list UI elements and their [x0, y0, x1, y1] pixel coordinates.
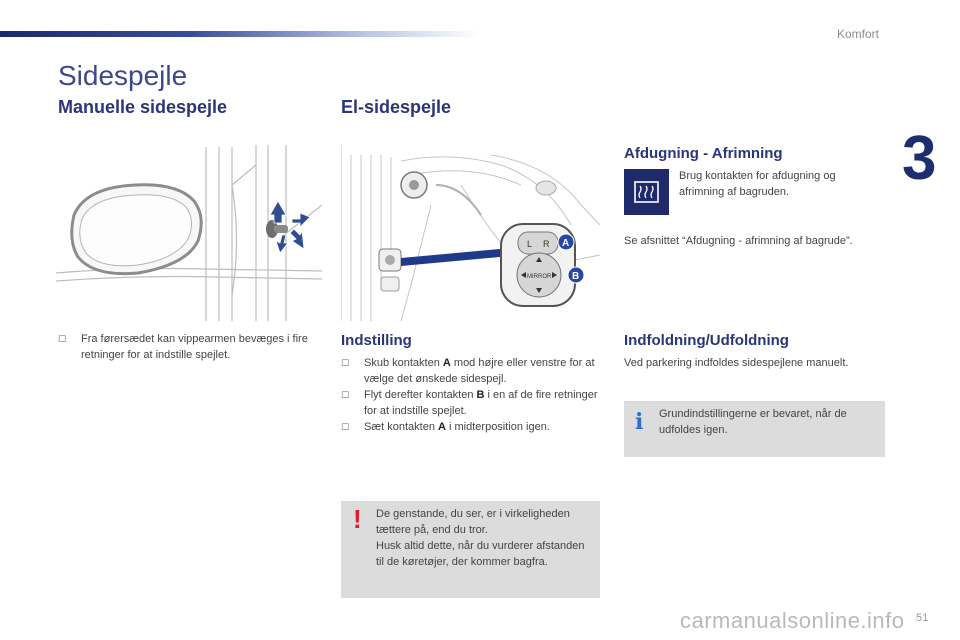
- mirror-control-illustration: [341, 145, 600, 321]
- list-item: ☐ Sæt kontakten A i midterposition igen.: [341, 421, 550, 433]
- watermark: carmanualsonline.info: [680, 608, 905, 633]
- info-note: [624, 401, 885, 457]
- warning-note: [341, 501, 600, 598]
- page-number: 51: [916, 612, 929, 624]
- rear-defrost-icon: [624, 169, 669, 215]
- callout-b: B: [572, 271, 580, 282]
- defrost-heading: Afdugning - Afrimning: [624, 145, 783, 162]
- switch-left-label: L: [527, 239, 533, 249]
- chapter-number: 3: [902, 124, 937, 193]
- defrost-description: Brug kontakten for afdugning og afrimning af bagruden.: [679, 170, 836, 198]
- checkbox-bullet-icon: ☐: [58, 334, 67, 344]
- callout-a: A: [562, 238, 570, 249]
- folding-description: Ved parkering indfoldes sidespejlene manuelt.: [624, 357, 849, 369]
- switch-right-label: R: [543, 239, 550, 249]
- folding-heading: Indfoldning/Udfoldning: [624, 332, 789, 349]
- mirror-pad-label: MIRROR: [527, 274, 552, 280]
- list-item: ☐ Skub kontakten A mod højre eller venstre for at vælge det ønskede sidespejl.: [341, 357, 595, 385]
- page-title: Sidespejle: [58, 60, 188, 91]
- checkbox-bullet-icon: ☐: [341, 422, 350, 432]
- setting-heading: Indstilling: [341, 332, 412, 349]
- warning-text-2: Husk altid dette, når du vurderer afstanden til de køretøjer, der kommer bagfra.: [376, 540, 585, 568]
- manual-mirrors-heading: Manuelle sidespejle: [58, 97, 228, 117]
- manual-mirror-illustration: [56, 145, 322, 321]
- info-icon: i: [635, 409, 644, 435]
- electric-mirrors-heading: El-sidespejle: [341, 97, 452, 117]
- list-item: ☐ Flyt derefter kontakten B i en af de fire retninger for at indstille spejlet.: [341, 389, 598, 417]
- info-text: Grundindstillingerne er bevaret, når de udfoldes igen.: [659, 408, 847, 436]
- manual-mirror-instructions: [58, 331, 318, 363]
- warning-text-1: De genstande, du ser, er i virkeligheden tættere på, end du tror.: [376, 508, 570, 536]
- header-accent-bar: [0, 31, 480, 37]
- checkbox-bullet-icon: ☐: [341, 358, 350, 368]
- checkbox-bullet-icon: ☐: [341, 390, 350, 400]
- section-name: Komfort: [837, 27, 880, 41]
- warning-icon: !: [353, 504, 362, 534]
- setting-instructions: [341, 355, 599, 435]
- defrost-reference: Se afsnittet “Afdugning - afrimning af bagrude”.: [624, 235, 853, 247]
- list-item: ☐ Fra førersædet kan vippearmen bevæges i fire retninger for at indstille spejlet.: [58, 333, 308, 361]
